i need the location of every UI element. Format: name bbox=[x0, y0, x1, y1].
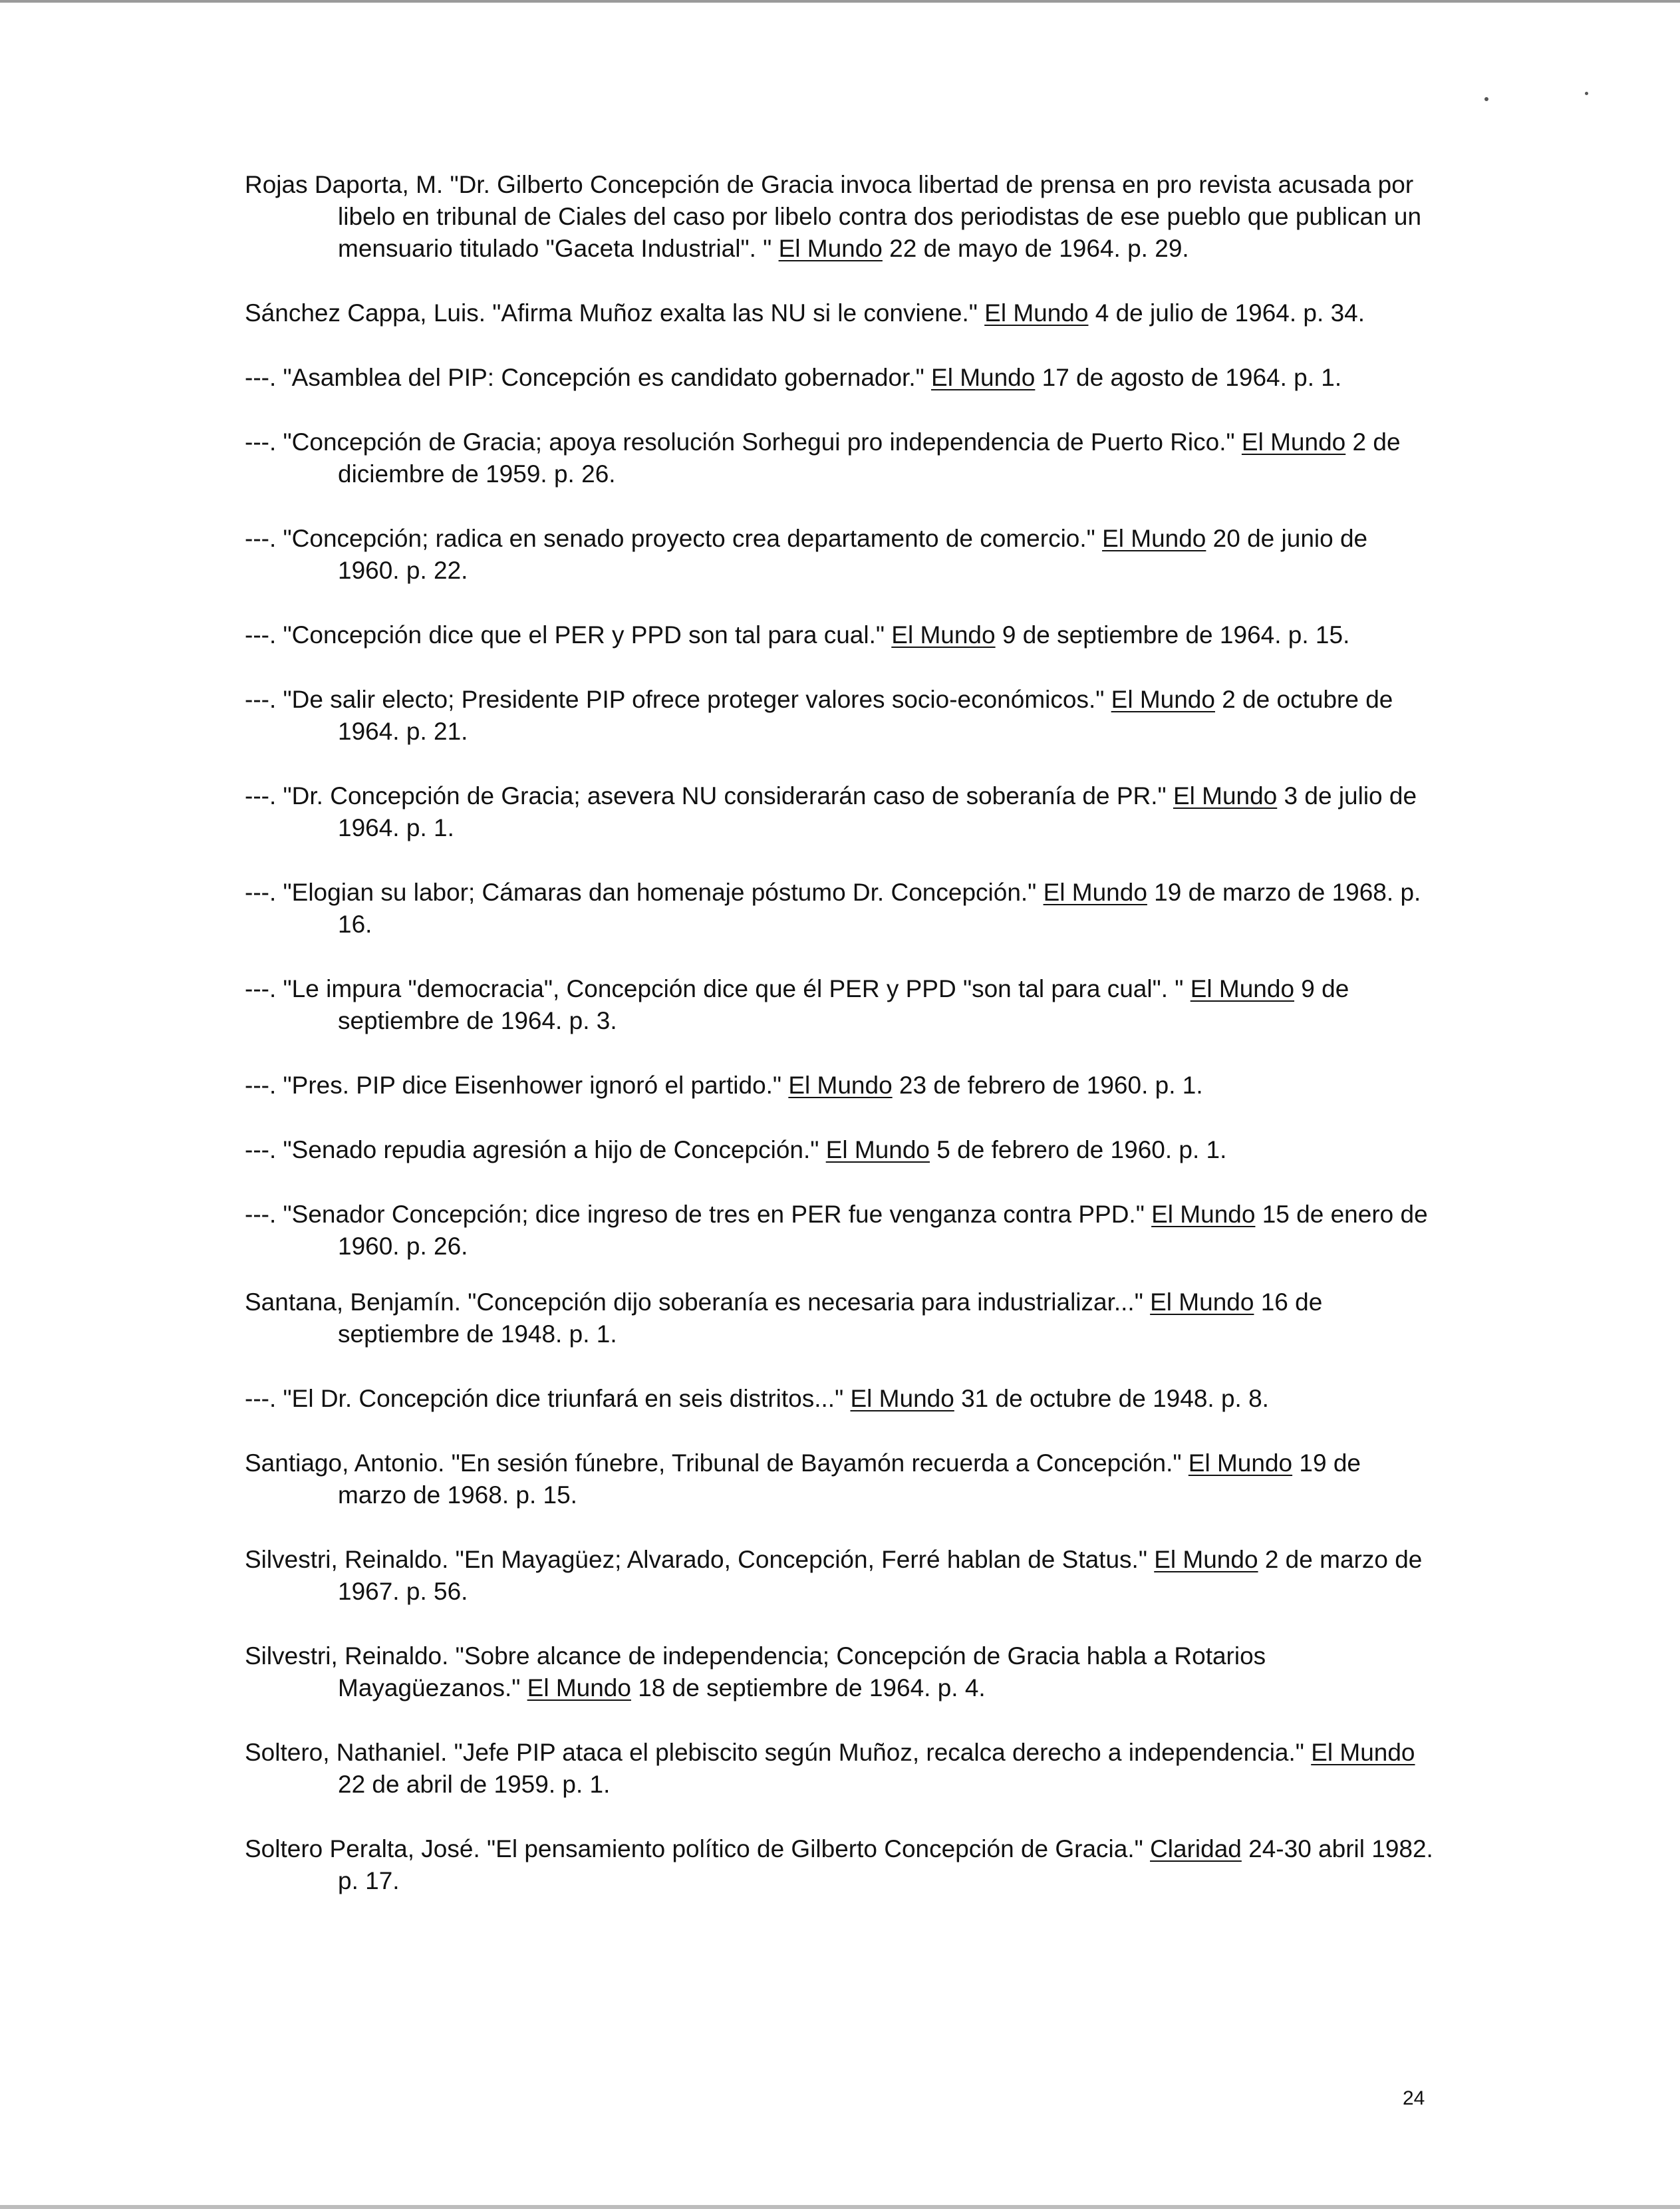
publication-title: El Mundo bbox=[1173, 782, 1278, 810]
page-number: 24 bbox=[1403, 2087, 1425, 2109]
publication-title: El Mundo bbox=[527, 1674, 631, 1701]
publication-title: El Mundo bbox=[778, 235, 883, 262]
publication-title: El Mundo bbox=[1102, 525, 1206, 552]
bibliography-entry: Silvestri, Reinaldo. "En Mayagüez; Alvarado, Concepción, Ferré hablan de Status." El Mundo 2 de marzo de 1967. p. 56. bbox=[245, 1546, 1423, 1605]
bibliography-entry: Sánchez Cappa, Luis. "Afirma Muñoz exalta las NU si le conviene." El Mundo 4 de julio de 1964. p. 34. bbox=[245, 299, 1365, 327]
scan-speck bbox=[1484, 97, 1488, 101]
bibliography-entry: ---. "El Dr. Concepción dice triunfará en seis distritos..." El Mundo 31 de octubre de 1948. p. 8. bbox=[245, 1385, 1269, 1412]
scan-edge-top bbox=[0, 0, 1680, 3]
bibliography-entry: ---. "Concepción; radica en senado proyecto crea departamento de comercio." El Mundo 20 de junio de 1960. p. 22. bbox=[245, 525, 1368, 584]
bibliography-entry: Silvestri, Reinaldo. "Sobre alcance de independencia; Concepción de Gracia habla a Rotarios Mayagüezanos." El Mundo 18 de septiembre de 1964. p. 4. bbox=[245, 1642, 1266, 1701]
publication-title: Claridad bbox=[1150, 1835, 1242, 1862]
bibliography-entry: ---. "Concepción dice que el PER y PPD son tal para cual." El Mundo 9 de septiembre de 1964. p. 15. bbox=[245, 621, 1350, 649]
publication-title: El Mundo bbox=[891, 621, 996, 649]
bibliography-entry: Soltero Peralta, José. "El pensamiento político de Gilberto Concepción de Gracia." Claridad 24-30 abril 1982. p. 17. bbox=[245, 1835, 1433, 1894]
scan-speck bbox=[1585, 92, 1588, 95]
bibliography-list bbox=[245, 169, 1435, 1930]
publication-title: El Mundo bbox=[1190, 975, 1295, 1002]
bibliography-entry: ---. "Senador Concepción; dice ingreso de tres en PER fue venganza contra PPD." El Mundo 15 de enero de 1960. p. 26. bbox=[245, 1201, 1428, 1260]
scan-edge-bottom bbox=[0, 2205, 1680, 2209]
publication-title: El Mundo bbox=[931, 364, 1036, 391]
bibliography-entry: ---. "Asamblea del PIP: Concepción es candidato gobernador." El Mundo 17 de agosto de 1964. p. 1. bbox=[245, 364, 1342, 391]
publication-title: El Mundo bbox=[850, 1385, 954, 1412]
publication-title: El Mundo bbox=[1311, 1739, 1415, 1766]
bibliography-entry: ---. "Senado repudia agresión a hijo de Concepción." El Mundo 5 de febrero de 1960. p. 1. bbox=[245, 1136, 1227, 1163]
publication-title: El Mundo bbox=[984, 299, 1089, 327]
publication-title: El Mundo bbox=[1150, 1288, 1254, 1316]
bibliography-entry: Santiago, Antonio. "En sesión fúnebre, Tribunal de Bayamón recuerda a Concepción." El Mundo 19 de marzo de 1968. p. 15. bbox=[245, 1449, 1361, 1509]
publication-title: El Mundo bbox=[825, 1136, 930, 1163]
bibliography-entry: Soltero, Nathaniel. "Jefe PIP ataca el plebiscito según Muñoz, recalca derecho a independencia." El Mundo 22 de abril de 1959. p. 1. bbox=[245, 1739, 1415, 1798]
bibliography-entry: Santana, Benjamín. "Concepción dijo soberanía es necesaria para industrializar..." El Mundo 16 de septiembre de 1948. p. 1. bbox=[245, 1288, 1323, 1348]
publication-title: El Mundo bbox=[788, 1072, 893, 1099]
publication-title: El Mundo bbox=[1241, 428, 1346, 456]
publication-title: El Mundo bbox=[1154, 1546, 1258, 1573]
bibliography-entry: Rojas Daporta, M. "Dr. Gilberto Concepción de Gracia invoca libertad de prensa en pro revista acusada por libelo en tribunal de Ciales del caso por libelo contra dos periodistas de ese pueblo que publican un mensuario titulado "Gaceta Industrial". " El Mundo 22 de mayo de 1964. p. 29. bbox=[245, 171, 1422, 262]
bibliography-entry: ---. "Concepción de Gracia; apoya resolución Sorhegui pro independencia de Puerto Rico." El Mundo 2 de diciembre de 1959. p. 26. bbox=[245, 428, 1401, 488]
bibliography-entry: ---. "Dr. Concepción de Gracia; asevera NU considerarán caso de soberanía de PR." El Mundo 3 de julio de 1964. p. 1. bbox=[245, 782, 1417, 841]
bibliography-entry: ---. "Elogian su labor; Cámaras dan homenaje póstumo Dr. Concepción." El Mundo 19 de marzo de 1968. p. 16. bbox=[245, 879, 1421, 938]
publication-title: El Mundo bbox=[1151, 1201, 1256, 1228]
publication-title: El Mundo bbox=[1111, 686, 1215, 713]
bibliography-entry: ---. "Pres. PIP dice Eisenhower ignoró el partido." El Mundo 23 de febrero de 1960. p. 1. bbox=[245, 1072, 1203, 1099]
bibliography-entry: ---. "Le impura "democracia", Concepción dice que él PER y PPD "son tal para cual". " El Mundo 9 de septiembre de 1964. p. 3. bbox=[245, 975, 1349, 1034]
publication-title: El Mundo bbox=[1043, 879, 1147, 906]
bibliography-entry: ---. "De salir electo; Presidente PIP ofrece proteger valores socio-económicos." El Mundo 2 de octubre de 1964. p. 21. bbox=[245, 686, 1393, 745]
publication-title: El Mundo bbox=[1188, 1449, 1293, 1477]
